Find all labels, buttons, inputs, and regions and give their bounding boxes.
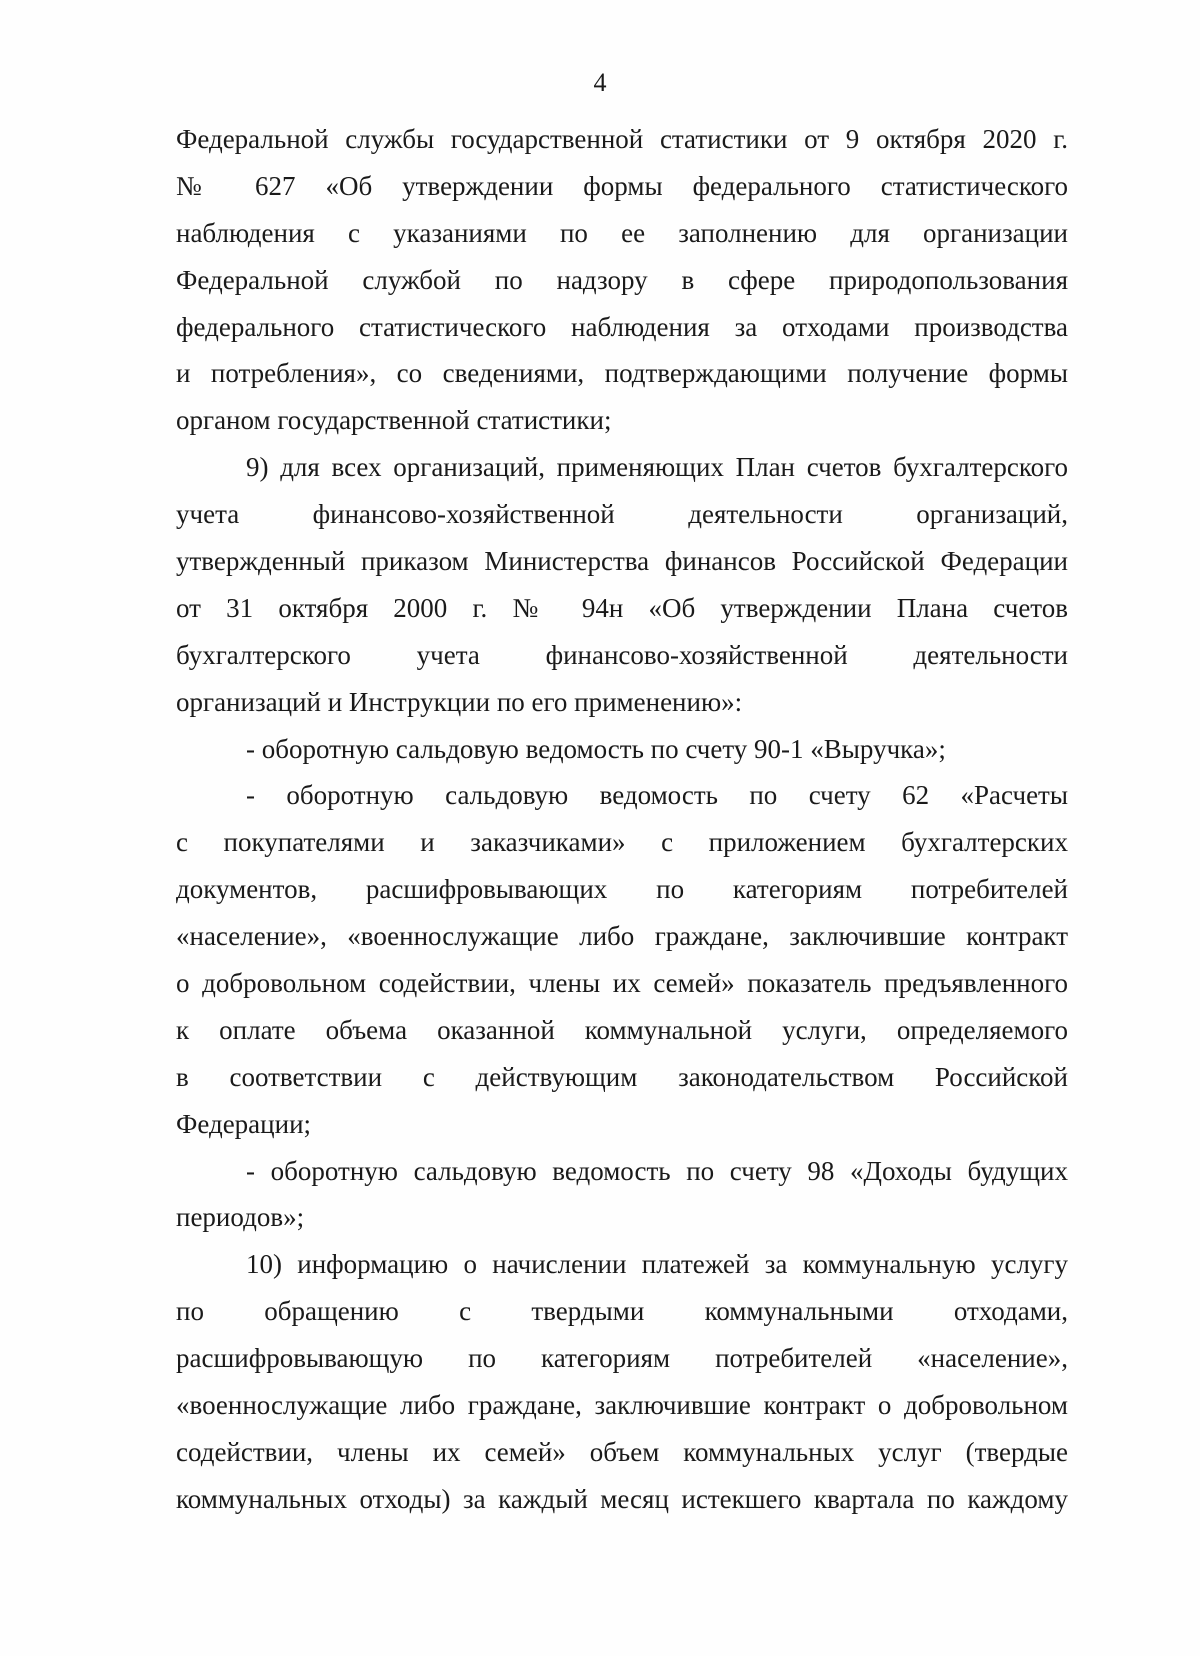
text-line: Федеральной службы государственной статистики от 9 октября 2020 г. xyxy=(176,124,1068,154)
text-line: 10) информацию о начислении платежей за коммунальную услугу xyxy=(246,1249,1068,1280)
text-line: - оборотную сальдовую ведомость по счету 98 «Доходы будущих xyxy=(246,1155,1068,1186)
text-line: № 627 «Об утверждении формы федерального статистического xyxy=(176,170,1068,201)
text-line: «военнослужащие либо граждане, заключившие контракт о добровольном xyxy=(176,1390,1068,1421)
text-line: Федерации; xyxy=(176,1108,312,1139)
text-line: содействии, члены их семей» объем коммунальных услуг (твердые xyxy=(176,1436,1068,1467)
document-body xyxy=(176,116,1068,1523)
text-line: периодов»; xyxy=(176,1202,305,1233)
text-line: Федеральной службой по надзору в сфере природопользования xyxy=(176,264,1068,295)
text-line: «население», «военнослужащие либо граждане, заключившие контракт xyxy=(176,921,1068,952)
text-line: - оборотную сальдовую ведомость по счету 90-1 «Выручка»; xyxy=(246,733,946,764)
text-line: федерального статистического наблюдения за отходами производства xyxy=(176,311,1068,342)
text-line: расшифровывающую по категориям потребителей «население», xyxy=(176,1343,1068,1374)
text-line: и потребления», со сведениями, подтверждающими получение формы xyxy=(176,358,1068,389)
text-line: с покупателями и заказчиками» с приложением бухгалтерских xyxy=(176,827,1068,858)
text-line: к оплате объема оказанной коммунальной услуги, определяемого xyxy=(176,1014,1068,1045)
text-line: по обращению с твердыми коммунальными отходами, xyxy=(176,1296,1068,1327)
text-line: коммунальных отходы) за каждый месяц истекшего квартала по каждому xyxy=(176,1483,1068,1514)
page-number: 4 xyxy=(593,68,607,97)
text-line: - оборотную сальдовую ведомость по счету 62 «Расчеты xyxy=(246,780,1068,811)
text-line: организаций и Инструкции по его применению»: xyxy=(176,686,743,717)
text-line: бухгалтерского учета финансово-хозяйственной деятельности xyxy=(176,639,1068,670)
text-line: органом государственной статистики; xyxy=(176,405,612,436)
text-line: от 31 октября 2000 г. № 94н «Об утверждении Плана счетов xyxy=(176,592,1068,623)
text-line: 9) для всех организаций, применяющих План счетов бухгалтерского xyxy=(246,452,1068,483)
text-line: в соответствии с действующим законодательством Российской xyxy=(176,1061,1068,1092)
text-line: утвержденный приказом Министерства финансов Российской Федерации xyxy=(176,546,1068,577)
text-line: учета финансово-хозяйственной деятельности организаций, xyxy=(176,499,1068,530)
text-line: наблюдения с указаниями по ее заполнению для организации xyxy=(176,217,1068,248)
text-line: о добровольном содействии, члены их семей» показатель предъявленного xyxy=(176,968,1068,999)
text-line: документов, расшифровывающих по категориям потребителей xyxy=(176,874,1068,905)
